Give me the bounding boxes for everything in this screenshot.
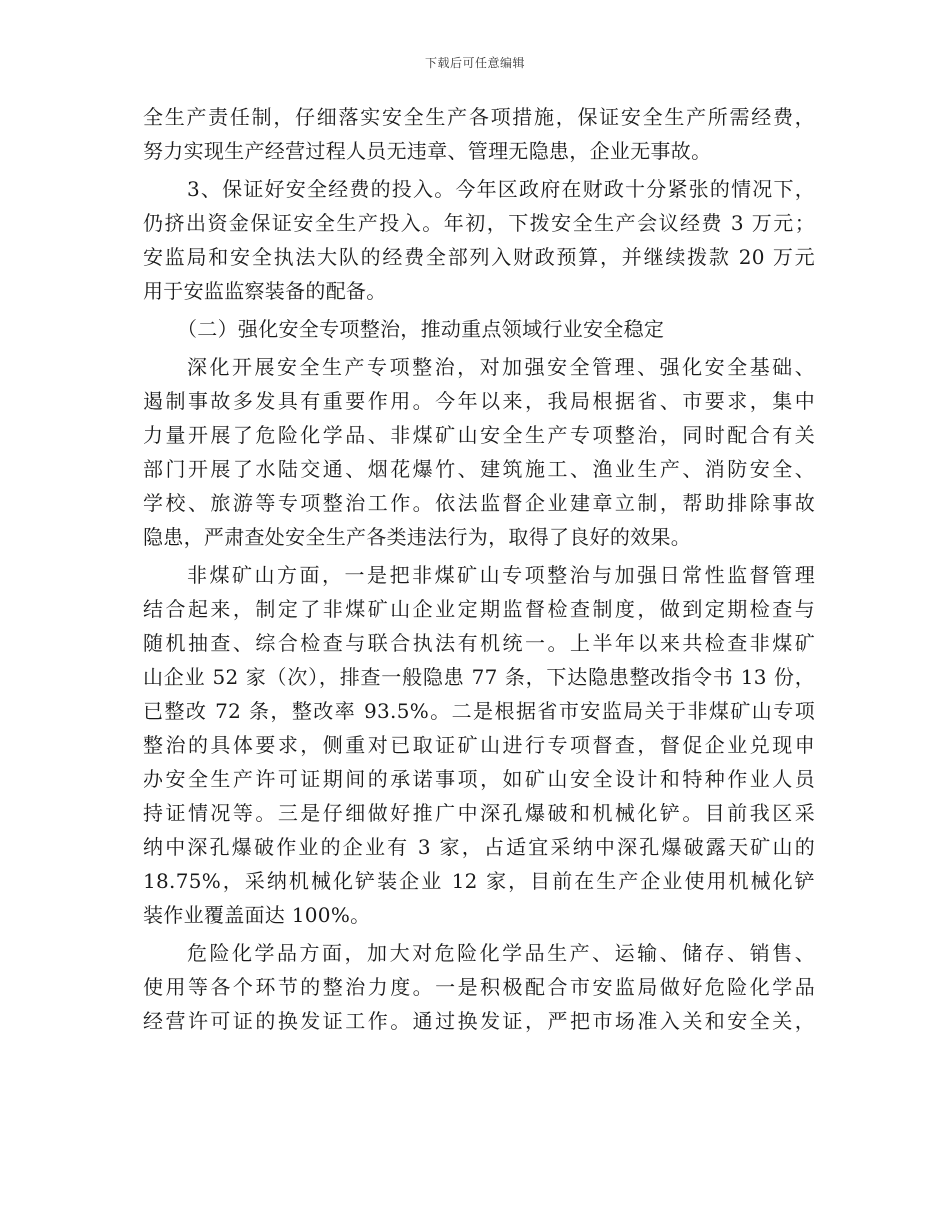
text-line: 部门开展了水陆交通、烟花爆竹、建筑施工、渔业生产、消防安全、 [143,457,815,481]
paragraph-special-rectification [143,350,815,554]
paragraph-hazardous-chemicals [143,936,815,1038]
text-line: 使用等各个环节的整治力度。一是积极配合市安监局做好危险化学品 [143,975,815,999]
section-heading [143,312,815,346]
document-body [143,100,815,1042]
text-line: 危险化学品方面，加大对危险化学品生产、运输、储存、销售、 [187,941,815,965]
text-line: 力量开展了危险化学品、非煤矿山安全生产专项整治，同时配合有关 [143,423,815,447]
text-line: 持证情况等。三是仔细做好推广中深孔爆破和机械化铲。目前我区采 [143,801,815,825]
text-line: 装作业覆盖面达 100%。 [143,903,371,927]
text-line: 非煤矿山方面，一是把非煤矿山专项整治与加强日常性监督管理 [187,563,815,587]
paragraph-funding [143,172,815,308]
text-line: 3、保证好安全经费的投入。今年区政府在财政十分紧张的情况下， [187,177,815,201]
text-line: 深化开展安全生产专项整治，对加强安全管理、强化安全基础、 [187,355,815,379]
paragraph-responsibility [143,100,815,168]
text-line: 经营许可证的换发证工作。通过换发证，严把市场准入关和安全关， [143,1009,815,1033]
text-line: 随机抽查、综合检查与联合执法有机统一。上半年以来共检查非煤矿 [143,631,815,655]
paragraph-non-coal-mines [143,558,815,932]
text-line: 隐患，严肃查处安全生产各类违法行为，取得了良好的效果。 [143,525,692,549]
text-line: 纳中深孔爆破作业的企业有 3 家，占适宜采纳中深孔爆破露天矿山的 [143,835,815,859]
text-line: 结合起来，制定了非煤矿山企业定期监督检查制度，做到定期检查与 [143,597,815,621]
text-line: 18.75%，采纳机械化铲装企业 12 家，目前在生产企业使用机械化铲 [143,869,815,893]
section-heading-text: （二）强化安全专项整治，推动重点领域行业安全稳定 [177,317,665,341]
text-line: 整治的具体要求，侧重对已取证矿山进行专项督查，督促企业兑现申 [143,733,815,757]
text-line: 已整改 72 条，整改率 93.5%。二是根据省市安监局关于非煤矿山专项 [143,699,815,723]
text-line: 全生产责任制，仔细落实安全生产各项措施，保证安全生产所需经费， [143,105,815,129]
text-line: 仍挤出资金保证安全生产投入。年初，下拨安全生产会议经费 3 万元； [143,211,815,235]
text-line: 山企业 52 家（次），排查一般隐患 77 条，下达隐患整改指令书 13 份， [143,665,815,689]
text-line: 遏制事故多发具有重要作用。今年以来，我局根据省、市要求，集中 [143,389,815,413]
text-line: 学校、旅游等专项整治工作。依法监督企业建章立制，帮助排除事故 [143,491,815,515]
text-line: 办安全生产许可证期间的承诺事项，如矿山安全设计和特种作业人员 [143,767,815,791]
text-line: 用于安监监察装备的配备。 [143,279,387,303]
text-line: 安监局和安全执法大队的经费全部列入财政预算，并继续拨款 20 万元 [143,245,815,269]
text-line: 努力实现生产经营过程人员无违章、管理无隐患，企业无事故。 [143,139,712,163]
page-header-note: 下载后可任意编辑 [424,56,525,70]
